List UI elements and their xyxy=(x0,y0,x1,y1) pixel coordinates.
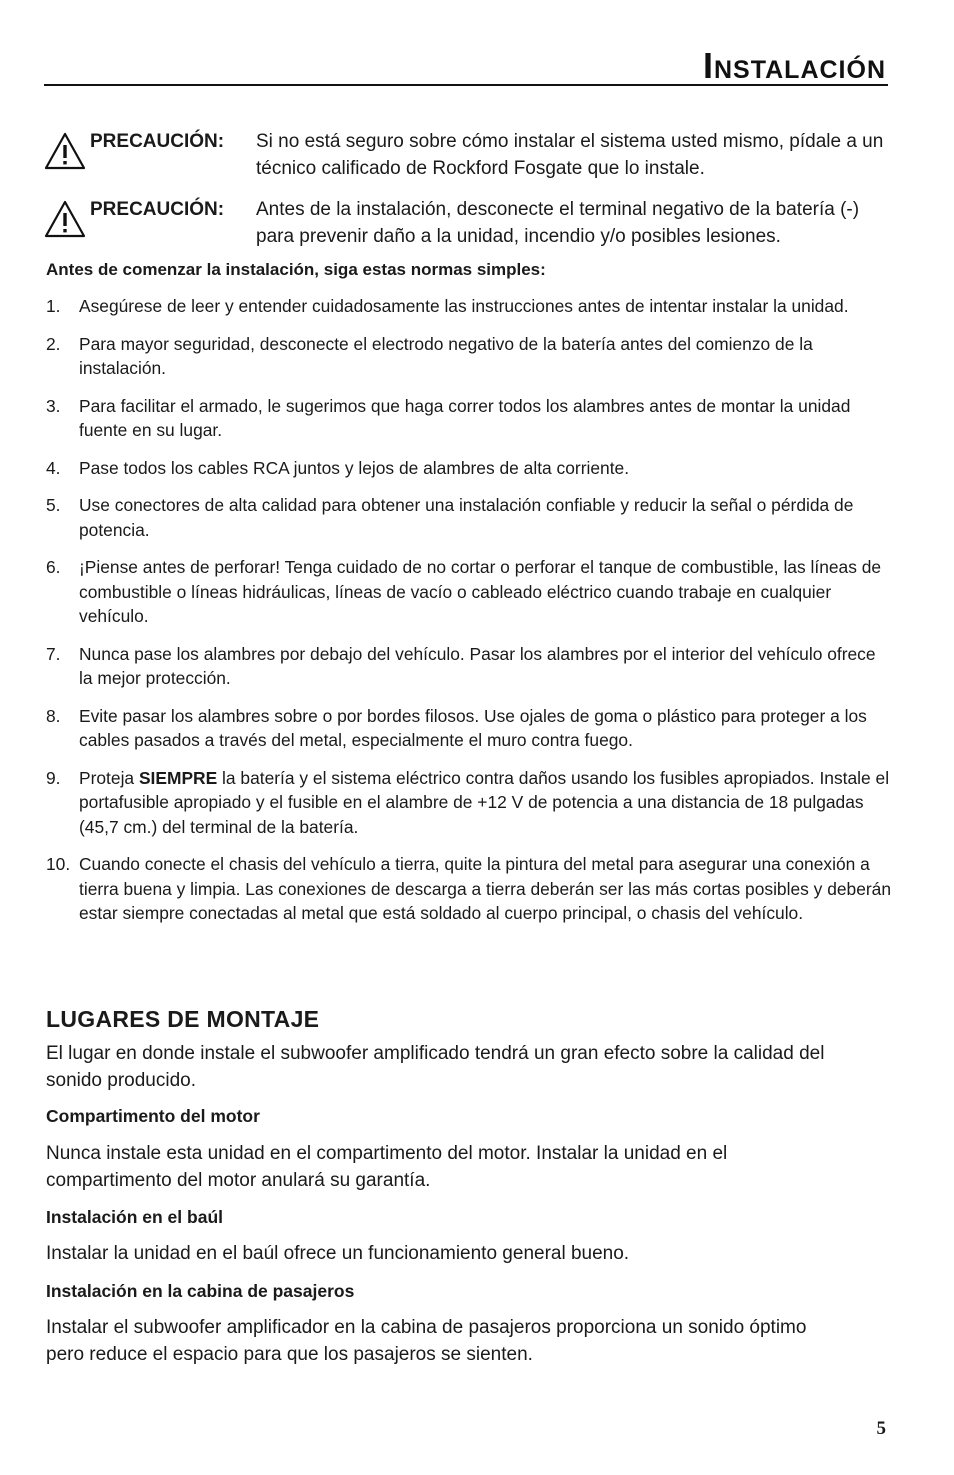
list-number: 7. xyxy=(46,643,61,664)
list-text: Asegúrese de leer y entender cuidadosamente las instrucciones antes de intentar instalar la unidad. xyxy=(79,296,849,316)
list-item xyxy=(46,852,892,926)
list-text: ¡Piense antes de perforar! Tenga cuidado de no cortar o perforar el tanque de combustible, las líneas de combustible o líneas hidráulicas, líneas de vacío o cableado eléctrico cuando trabaje en cualquier vehículo. xyxy=(79,557,882,626)
caution-label: PRECAUCIÓN: xyxy=(90,131,225,152)
list-item xyxy=(46,493,892,542)
title-rule xyxy=(44,84,888,86)
subsection-title: Instalación en la cabina de pasajeros xyxy=(46,1281,355,1301)
warning-triangle-icon xyxy=(44,200,86,238)
list-number: 1. xyxy=(46,296,61,316)
subsection-text: Instalar la unidad en el baúl ofrece un funcionamiento general bueno. xyxy=(46,1243,630,1264)
page-title: Instalación xyxy=(702,45,886,86)
list-item xyxy=(46,642,892,691)
list-number: 4. xyxy=(46,457,61,478)
section-heading: LUGARES DE MONTAJE xyxy=(46,1006,320,1032)
list-item xyxy=(46,394,892,443)
list-item xyxy=(46,766,892,840)
rules-intro: Antes de comenzar la instalación, siga estas normas simples: xyxy=(46,260,546,279)
list-item xyxy=(46,456,892,481)
list-number: 10. xyxy=(46,854,71,874)
warning-triangle-icon xyxy=(44,132,86,170)
list-number: 6. xyxy=(46,557,61,577)
subsection-title: Instalación en el baúl xyxy=(46,1207,223,1227)
list-text-pre: Proteja xyxy=(79,767,139,788)
caution-text: Si no está seguro sobre cómo instalar el sistema usted mismo, pídale a un técnico calificado de Rockford Fosgate que lo instale. xyxy=(256,131,884,179)
list-item xyxy=(46,332,892,381)
subsection-text: Nunca instale esta unidad en el compartimento del motor. Instalar la unidad en el compartimento del motor anulará su garantía. xyxy=(46,1143,728,1191)
list-text: Cuando conecte el chasis del vehículo a tierra, quite la pintura del metal para asegurar una conexión a tierra buena y limpia. Las conexiones de descarga a tierra deberán ser las más cortas posibles y deberán estar siempre conectadas al metal que está soldado al cuerpo principal, o chasis del vehículo. xyxy=(79,854,892,923)
list-number: 9. xyxy=(46,767,61,788)
list-text-emphasis: SIEMPRE xyxy=(138,767,218,788)
list-text: Pase todos los cables RCA juntos y lejos de alambres de alta corriente. xyxy=(79,457,630,478)
page-number: 5 xyxy=(876,1418,886,1439)
subsection-title: Compartimento del motor xyxy=(46,1106,260,1126)
list-text: Para facilitar el armado, le sugerimos que haga correr todos los alambres antes de montar la unidad fuente en su lugar. xyxy=(79,395,851,440)
list-text-post: la batería y el sistema eléctrico contra daños usando los fusibles apropiados. Instale el portafusible apropiado y el fusible en el alambre de +12 V de potencia a una distancia de 18 pulgadas (45,7 cm.) del terminal de la batería. xyxy=(79,767,890,837)
list-text: Nunca pase los alambres por debajo del vehículo. Pasar los alambres por el interior del vehículo ofrece la mejor protección. xyxy=(79,643,876,688)
caution-block-1 xyxy=(44,128,888,184)
list-number: 8. xyxy=(46,705,61,726)
list-number: 3. xyxy=(46,395,61,416)
caution-block-2 xyxy=(44,196,888,252)
list-number: 5. xyxy=(46,495,61,515)
section-intro: El lugar en donde instale el subwoofer amplificado tendrá un gran efecto sobre la calidad del sonido producido. xyxy=(46,1043,825,1091)
list-item xyxy=(46,555,892,629)
list-text: Evite pasar los alambres sobre o por bordes filosos. Use ojales de goma o plástico para proteger a los cables pasados a través del metal, especialmente el muro contra fuego. xyxy=(79,705,867,750)
rules-list xyxy=(46,294,892,939)
list-number: 2. xyxy=(46,333,61,354)
list-item xyxy=(46,294,892,319)
caution-label: PRECAUCIÓN: xyxy=(90,199,225,220)
list-text: Para mayor seguridad, desconecte el electrodo negativo de la batería antes del comienzo de la instalación. xyxy=(79,333,813,378)
list-item xyxy=(46,704,892,753)
caution-text: Antes de la instalación, desconecte el terminal negativo de la batería (-) para prevenir daño a la unidad, incendio y/o posibles lesiones. xyxy=(256,199,860,247)
subsection-text: Instalar el subwoofer amplificador en la cabina de pasajeros proporciona un sonido óptimo pero reduce el espacio para que los pasajeros se sienten. xyxy=(46,1317,807,1365)
list-text: Use conectores de alta calidad para obtener una instalación confiable y reducir la señal o pérdida de potencia. xyxy=(79,495,854,540)
